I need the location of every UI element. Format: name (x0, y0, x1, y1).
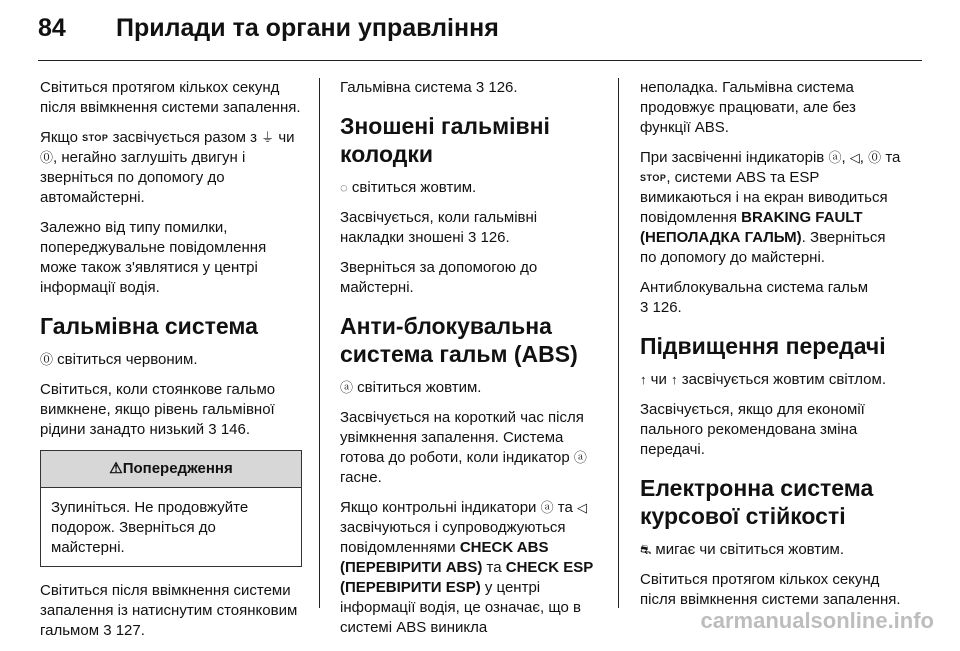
text: світиться жовтим. (353, 379, 482, 396)
coolant-icon: ⏚ (261, 130, 275, 145)
text: , (859, 149, 864, 166)
abs-icon: ⓐ (573, 450, 587, 465)
warning-icon: ⚠ (109, 460, 123, 478)
paragraph (340, 408, 602, 488)
text: чи (646, 371, 672, 389)
header-rule (38, 60, 922, 61)
message: CHECK ESP (ПЕРЕВІРИТИ ESP) (340, 559, 593, 596)
paragraph (40, 128, 302, 208)
text: Антиблокувальна система гальм (640, 279, 869, 297)
paragraph (640, 148, 902, 268)
warning-text: Зупиніться. Не продовжуйте подорож. Зверніться до майстерні. (51, 499, 249, 557)
esp-icon: ◁ (577, 500, 588, 515)
stop-icon: STOP (640, 173, 667, 184)
text: чи (274, 129, 295, 146)
text: світиться червоним. (53, 351, 198, 369)
page-ref[interactable]: 126 (652, 299, 678, 317)
text: Засвічується, коли гальмівні накладки зношені (340, 209, 538, 246)
page-ref[interactable]: 126 (488, 79, 514, 96)
page-number: 84 (38, 14, 66, 42)
page-header (0, 0, 960, 60)
paragraph: Зверніться за допомогою до майстерні. (340, 259, 538, 296)
text: засвічуються і супроводжуються повідомленнями (340, 519, 566, 556)
heading-worn-pads: Зношені гальмівні колодки (340, 113, 550, 167)
heading-abs: Анти-блокувальна система гальм (ABS) (340, 313, 578, 367)
message: BRAKING FAULT (НЕПОЛАДКА ГАЛЬМ) (640, 209, 863, 247)
text: гасне. (340, 469, 382, 486)
paragraph: Світиться, коли стоянкове гальмо вимкнене, якщо рівень гальмівної рідини занадто низький 3 146. (40, 381, 276, 439)
warning-title: Попередження (122, 460, 233, 478)
text: у центрі інформації водія, це означає, що в системі ABS виникла (340, 579, 581, 636)
warning-box (40, 450, 302, 567)
text: засвічується разом з (108, 129, 262, 146)
text: та (881, 149, 901, 166)
abs-icon: ⓐ (340, 380, 354, 395)
paragraph (640, 540, 902, 560)
text: . Зверніться по допомогу до майстерні. (640, 229, 886, 267)
text: та (553, 499, 578, 516)
esp-car-icon: ⛐ (640, 542, 652, 558)
column-divider-2 (618, 78, 619, 608)
abs-icon: ⓐ (540, 500, 554, 515)
paragraph (340, 178, 602, 198)
text: , (841, 149, 850, 166)
text: Якщо (40, 129, 83, 146)
text: мигає чи світиться жовтим. (651, 541, 845, 559)
paragraph: Антиблокувальна система гальм 3 126. (640, 279, 869, 317)
message: CHECK ABS (ПЕРЕВІРИТИ ABS) (340, 539, 549, 576)
text: Якщо контрольні індикатори (340, 499, 541, 516)
text: та (482, 559, 506, 576)
ref-arrow-icon: 3 (467, 229, 477, 246)
column-divider-1 (319, 78, 320, 608)
page-ref[interactable]: 126 (480, 229, 506, 246)
brake-icon: ⓪ (40, 150, 54, 166)
upshift-icon: ↑ (671, 372, 678, 388)
paragraph (640, 370, 902, 390)
page-ref[interactable]: 127 (115, 622, 141, 640)
brake-icon: ⓪ (40, 352, 54, 368)
warning-header (41, 451, 301, 488)
ref-arrow-icon: 3 (208, 421, 217, 439)
text: , негайно заглушіть двигун і зверніться по допомогу до автомайстерні. (40, 149, 246, 207)
paragraph (340, 378, 602, 398)
ref-arrow-icon: 3 (475, 79, 485, 96)
text: Світиться, коли стоянкове гальмо вимкнене, якщо рівень гальмівної рідини занадто низький (40, 381, 276, 439)
upshift-icon: ↑ (640, 372, 647, 388)
text: Гальмівна система (340, 79, 476, 96)
heading-brake-system: Гальмівна система (40, 313, 258, 340)
paragraph: Світиться протягом кількох секунд після ввімкнення системи запалення. (640, 571, 901, 609)
paragraph (40, 350, 302, 370)
paragraph: неполадка. Гальмівна система продовжує працювати, але без функції ABS. (640, 79, 856, 136)
text: При засвіченні індикаторів (640, 149, 829, 166)
brake-icon: ⓪ (868, 150, 882, 165)
paragraph: Засвічується, коли гальмівні накладки зношені 3 126. (340, 209, 538, 246)
heading-upshift: Підвищення передачі (640, 333, 886, 360)
paragraph: Світиться протягом кількох секунд після ввімкнення системи запалення. (40, 79, 301, 116)
text: , системи ABS та ESP вимикаються і на екран виводиться повідомлення (640, 169, 888, 227)
ref-arrow-icon: 3 (103, 622, 112, 640)
text: Засвічується на короткий час після увімкнення запалення. Система готова до роботи, коли індикатор (340, 409, 584, 466)
stop-icon: STOP (82, 133, 109, 144)
page-title: Прилади та органи управління (116, 14, 499, 42)
abs-icon: ⓐ (828, 150, 842, 165)
paragraph: Світиться після ввімкнення системи запалення із натиснутим стоянковим гальмом 3 127. (40, 582, 298, 640)
column-1 (40, 78, 302, 651)
watermark: carmanualsonline.info (700, 608, 934, 633)
paragraph: Гальмівна система 3 126. (340, 79, 518, 96)
text: світиться жовтим. (347, 179, 477, 196)
esp-icon: ◁ (849, 150, 860, 165)
paragraph: Засвічується, якщо для економії пального рекомендована зміна передачі. (640, 401, 865, 459)
ref-arrow-icon: 3 (640, 299, 649, 317)
page-ref[interactable]: 146 (220, 421, 246, 439)
paragraph: Залежно від типу помилки, попереджувальне повідомлення може також з'являтися у центрі інформації водія. (40, 219, 267, 297)
column-3 (640, 78, 902, 620)
text: Світиться після ввімкнення системи запалення із натиснутим стоянковим гальмом (40, 582, 298, 640)
column-2 (340, 78, 602, 648)
text: засвічується жовтим світлом. (677, 371, 886, 389)
brake-pads-icon: ◌ (340, 180, 348, 195)
heading-esp: Електронна система курсової стійкості (640, 475, 874, 530)
paragraph (340, 498, 602, 638)
